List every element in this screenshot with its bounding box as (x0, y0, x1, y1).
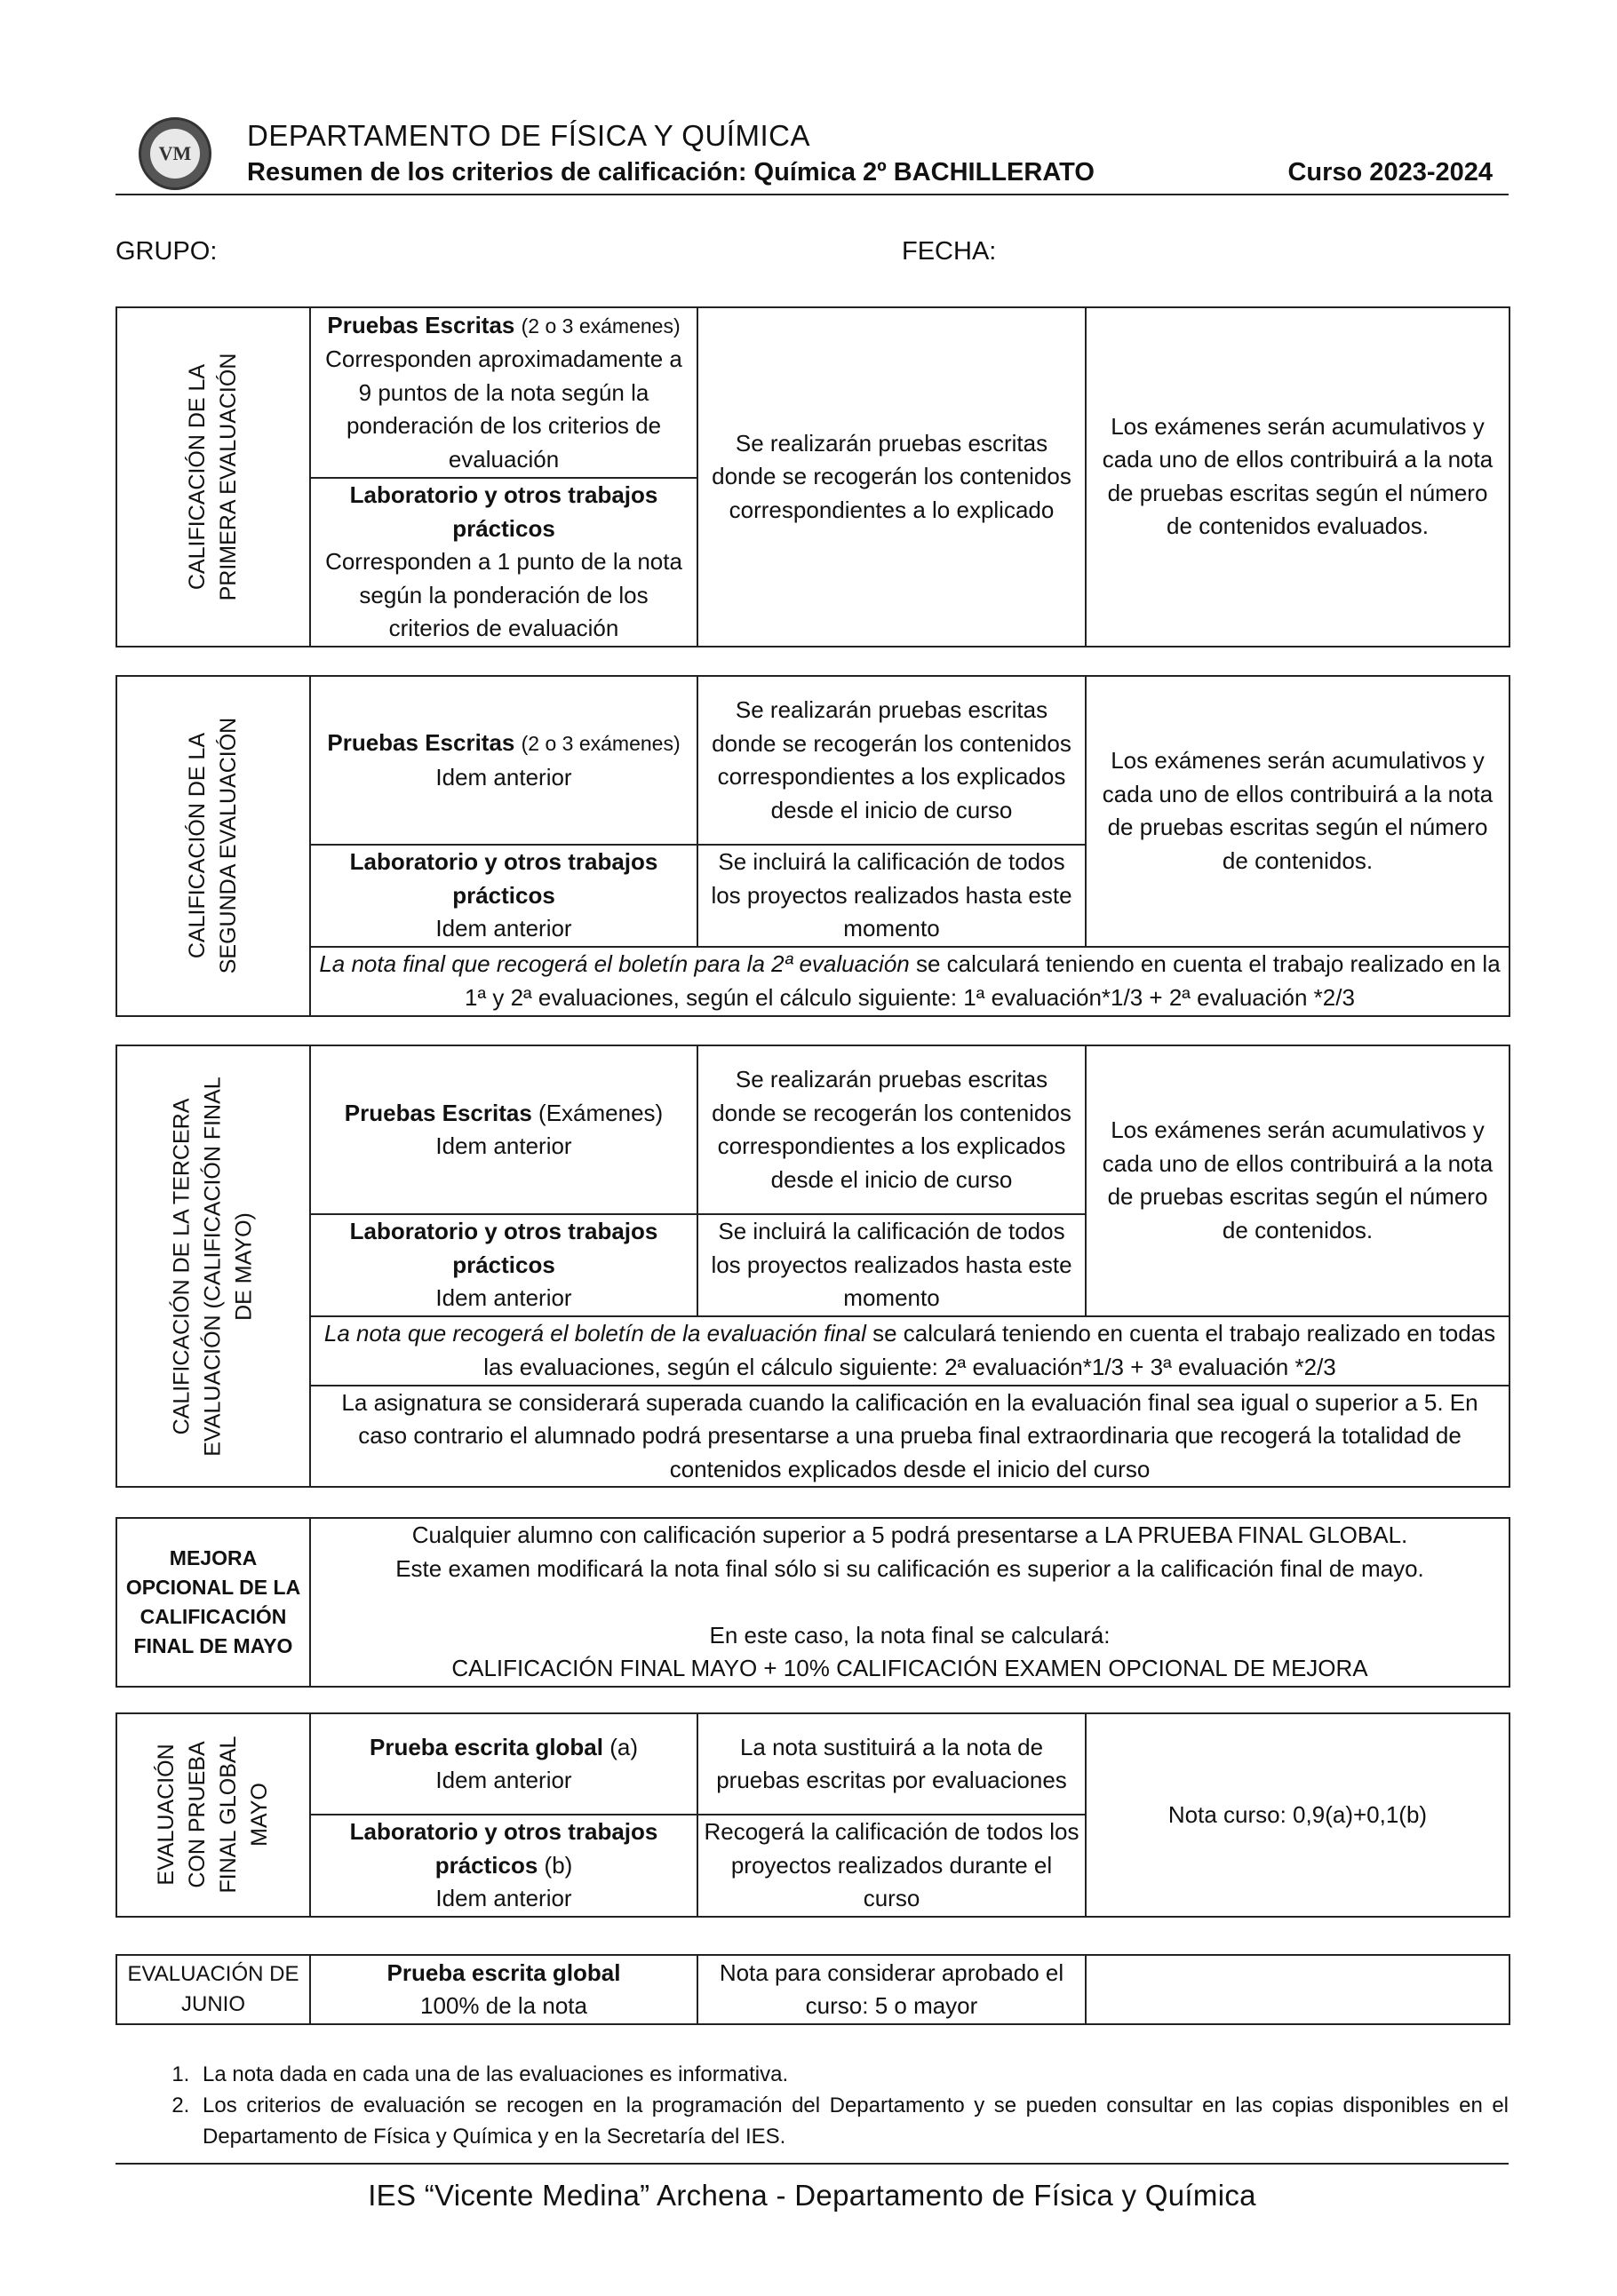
junio-table (116, 1954, 1510, 2025)
mejora-line1: Cualquier alumno con calificación superior a 5 podrá presentarse a LA PRUEBA FINAL GLOBAL. (411, 1521, 1408, 1549)
logo-monogram: VM (150, 129, 200, 179)
eval3-lab-desc: Idem anterior (435, 1284, 572, 1311)
mejora-line3: En este caso, la nota final se calculará: (709, 1621, 1111, 1649)
global-prueba-cell (310, 1713, 697, 1815)
eval1-lab-title: Laboratorio y otros trabajos prácticos (349, 481, 658, 542)
notes-list (151, 2059, 1509, 2152)
page-footer: IES “Vicente Medina” Archena - Departamento de Física y Química (116, 2163, 1509, 2213)
eval3-lab-col3: Se incluirá la calificación de todos los proyectos realizados hasta este momento (697, 1214, 1086, 1316)
eval2-lab-col3: Se incluirá la calificación de todos los proyectos realizados hasta este momento (697, 845, 1086, 947)
eval3-final-note (310, 1316, 1509, 1386)
eval2-side-label-cell (116, 676, 310, 1016)
eval2-col4: Los exámenes serán acumulativos y cada uno de ellos contribuirá a la nota de pruebas escritas según el número de contenidos. (1086, 676, 1509, 947)
eval1-table (116, 306, 1510, 647)
mejora-table (116, 1517, 1510, 1688)
global-prueba-desc: Idem anterior (435, 1767, 572, 1793)
mejora-side-label: MEJORA OPCIONAL DE LA CALIFICACIÓN FINAL DE MAYO (116, 1518, 310, 1687)
eval3-superada-note: La asignatura se considerará superada cuando la calificación en la evaluación final sea igual o superior a 5. En caso contrario el alumnado podrá presentarse a una prueba final extraordinaria que recogerá la totalidad de contenidos explicados desde el inicio del curso (310, 1386, 1509, 1488)
junio-side-label: EVALUACIÓN DE JUNIO (116, 1955, 310, 2024)
global-side-label-cell (116, 1713, 310, 1917)
eval3-table (116, 1045, 1510, 1488)
note-item: 2. Los criterios de evaluación se recogen en la programación del Departamento y se pueden consultar en las copias disponibles en el Departamento de Física y Química y en la Secretaría del IES. (195, 2090, 1509, 2152)
eval2-pruebas-title: Pruebas Escritas (327, 729, 515, 756)
eval1-side-label: CALIFICACIÓN DE LA PRIMERA EVALUACIÓN (185, 353, 241, 601)
eval2-lab-desc: Idem anterior (435, 915, 572, 941)
global-lab-col3: Recogerá la calificación de todos los proyectos realizados durante el curso (697, 1815, 1086, 1917)
eval1-side-label-cell (116, 307, 310, 647)
junio-prueba-title: Prueba escrita global (386, 1958, 621, 1986)
eval1-lab-cell (310, 478, 697, 647)
eval1-pruebas-title: Pruebas Escritas (327, 311, 515, 338)
eval2-pruebas-count: (2 o 3 exámenes) (521, 732, 681, 755)
eval1-pruebas-cell (310, 307, 697, 478)
eval3-side-label: CALIFICACIÓN DE LA TERCERA EVALUACIÓN (CALIFICACIÓN FINAL DE MAYO) (169, 1076, 257, 1457)
mejora-content (310, 1518, 1509, 1687)
grupo-label: GRUPO: (116, 237, 218, 266)
course-year: Curso 2023-2024 (1287, 158, 1493, 187)
eval3-final-italic: La nota que recogerá el boletín de la evaluación final (323, 1320, 866, 1347)
eval2-pruebas-cell (310, 676, 697, 845)
note-item: 1. La nota dada en cada una de las evaluaciones es informativa. (195, 2059, 1509, 2090)
global-side-label: EVALUACIÓN CON PRUEBA FINAL GLOBAL MAYO (154, 1736, 272, 1894)
eval2-side-label: CALIFICACIÓN DE LA SEGUNDA EVALUACIÓN (185, 718, 241, 974)
eval2-final-italic: La nota final que recogerá el boletín para la 2ª evaluación (319, 950, 910, 977)
eval1-col4: Los exámenes serán acumulativos y cada uno de ellos contribuirá a la nota de pruebas escritas según el número de contenidos evaluados. (1086, 307, 1509, 647)
global-prueba-tag: (a) (609, 1733, 638, 1760)
global-prueba-col3: La nota sustituirá a la nota de pruebas escritas por evaluaciones (697, 1713, 1086, 1815)
eval3-final-rest: se calculará teniendo en cuenta el trabajo realizado en todas las evaluaciones, según el cálculo siguiente: 2ª evaluación*1/3 + 3ª evaluación *2/3 (483, 1320, 1496, 1380)
eval2-final-rest: se calculará teniendo en cuenta el trabajo realizado en la 1ª y 2ª evaluaciones, según el cálculo siguiente: 1ª evaluación*1/3 + 2ª evaluación *2/3 (465, 950, 1501, 1011)
eval3-pruebas-col3: Se realizarán pruebas escritas donde se recogerán los contenidos correspondientes a los explicados desde el inicio de curso (697, 1045, 1086, 1214)
eval1-col3: Se realizarán pruebas escritas donde se recogerán los contenidos correspondientes a lo explicado (697, 307, 1086, 647)
eval3-col4: Los exámenes serán acumulativos y cada uno de ellos contribuirá a la nota de pruebas escritas según el número de contenidos. (1086, 1045, 1509, 1316)
eval3-pruebas-title: Pruebas Escritas (344, 1099, 532, 1126)
eval2-pruebas-desc: Idem anterior (435, 763, 572, 790)
global-lab-tag: (b) (544, 1851, 573, 1879)
mejora-line2: Este examen modificará la nota final sólo si su calificación es superior a la calificación final de mayo. (395, 1554, 1424, 1582)
page-header (116, 114, 1509, 195)
document-subtitle: Resumen de los criterios de calificación: Química 2º BACHILLERATO (247, 158, 1095, 187)
mejora-line4: CALIFICACIÓN FINAL MAYO + 10% CALIFICACIÓN EXAMEN OPCIONAL DE MEJORA (451, 1655, 1368, 1682)
eval3-pruebas-count: (Exámenes) (538, 1099, 664, 1126)
global-prueba-title: Prueba escrita global (370, 1733, 603, 1760)
eval1-pruebas-desc: Corresponden aproximadamente a 9 puntos de la nota según la ponderación de los criterios de evaluación (325, 346, 682, 473)
department-title: DEPARTAMENTO DE FÍSICA Y QUÍMICA (247, 119, 810, 152)
eval1-lab-desc: Corresponden a 1 punto de la nota según la ponderación de los criterios de evaluación (325, 548, 682, 641)
eval3-pruebas-desc: Idem anterior (435, 1132, 572, 1159)
eval3-lab-cell (310, 1214, 697, 1316)
eval2-final-note (310, 947, 1509, 1016)
eval1-pruebas-count: (2 o 3 exámenes) (521, 314, 681, 338)
global-col4: Nota curso: 0,9(a)+0,1(b) (1086, 1713, 1509, 1917)
eval3-lab-title: Laboratorio y otros trabajos prácticos (349, 1218, 658, 1278)
eval2-table (116, 675, 1510, 1017)
junio-empty-cell (1086, 1955, 1509, 2024)
junio-col3: Nota para considerar aprobado el curso: 5 o mayor (697, 1955, 1086, 2024)
eval3-pruebas-cell (310, 1045, 697, 1214)
global-lab-desc: Idem anterior (435, 1885, 572, 1911)
global-lab-cell (310, 1815, 697, 1917)
global-lab-title: Laboratorio y otros trabajos prácticos (349, 1818, 658, 1879)
global-table (116, 1712, 1510, 1918)
eval2-lab-title: Laboratorio y otros trabajos prácticos (349, 848, 658, 909)
eval2-lab-cell (310, 845, 697, 947)
school-logo (139, 117, 211, 190)
junio-prueba-desc: 100% de la nota (420, 1992, 587, 2019)
eval3-side-label-cell (116, 1045, 310, 1487)
fecha-label: FECHA: (902, 237, 997, 266)
eval2-pruebas-col3: Se realizarán pruebas escritas donde se recogerán los contenidos correspondientes a los explicados desde el inicio de curso (697, 676, 1086, 845)
junio-prueba-cell (310, 1955, 697, 2024)
